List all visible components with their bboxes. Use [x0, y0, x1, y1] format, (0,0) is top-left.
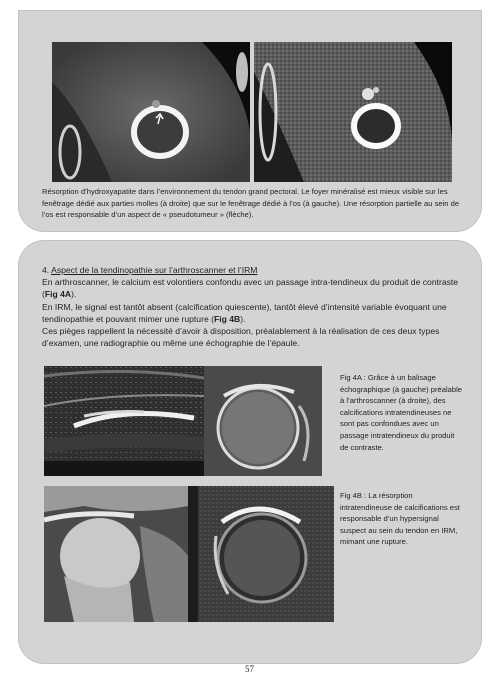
fig-4b-caption: Fig 4B : La résorption intratendineuse de calcifications est responsable d’un hypersignal suspect au sein du tendon en IRM, mimant une rupture. — [340, 491, 460, 547]
section-text — [42, 264, 464, 349]
paragraph-arthroscanner — [42, 276, 464, 300]
paragraph-pitfalls: Ces pièges rappellent la nécessité d’avoir à disposition, préalablement à la réalisation de ces deux types d’examen, une radiographie ou même une échographie de l’épaule. — [42, 326, 440, 349]
paragraph-irm — [42, 301, 464, 325]
fig-4a-ref: Fig 4A — [44, 289, 72, 300]
ct-bone-window-image — [52, 42, 250, 182]
paragraph-1-text: En arthroscanner, le calcium est volontiers confondu avec un passage intra-tendineux du produit de contraste ( — [42, 277, 459, 300]
fig-4a-caption: Fig 4A : Grâce à un balisage échographique (à gauche) préalable à l’arthroscanner (à droite), des calcifications intratendineuses ne sont pas confondues avec un passage intratendineux du produit de contraste. — [340, 373, 463, 452]
arthroscan-image — [204, 366, 322, 476]
xray-image — [44, 486, 188, 622]
paragraph-1-end: ). — [71, 289, 77, 300]
section-heading — [42, 264, 464, 276]
fig-4b-ref: Fig 4B — [213, 313, 241, 324]
mri-image — [188, 486, 334, 622]
paragraph-2-text: En IRM, le signal est tantôt absent (calcification quiescente), tantôt élevé d’intensité variable évoquant une tendinopathie et pouvant mimer une rupture ( — [42, 301, 447, 324]
ct-soft-tissue-window-image — [254, 42, 452, 182]
paragraph-2-end: ). — [240, 313, 246, 324]
section-title: Aspect de la tendinopathie sur l’arthroscanner et l’IRM — [51, 265, 258, 275]
ultrasound-image — [44, 366, 204, 476]
top-figure-caption: Résorption d’hydroxyapatite dans l’environnement du tendon grand pectoral. Le foyer minéralisé est mieux visible sur les fenêtrage dédié aux parties molles (à droite) que sur le fenêtrage dédié à l’os (à gauche). Une résorption partielle au sein de l’os est responsable d’un aspect de « pseudotumeur » (flèche). — [42, 187, 460, 219]
page-number: 57 — [245, 664, 254, 674]
section-number: 4. — [42, 265, 50, 275]
